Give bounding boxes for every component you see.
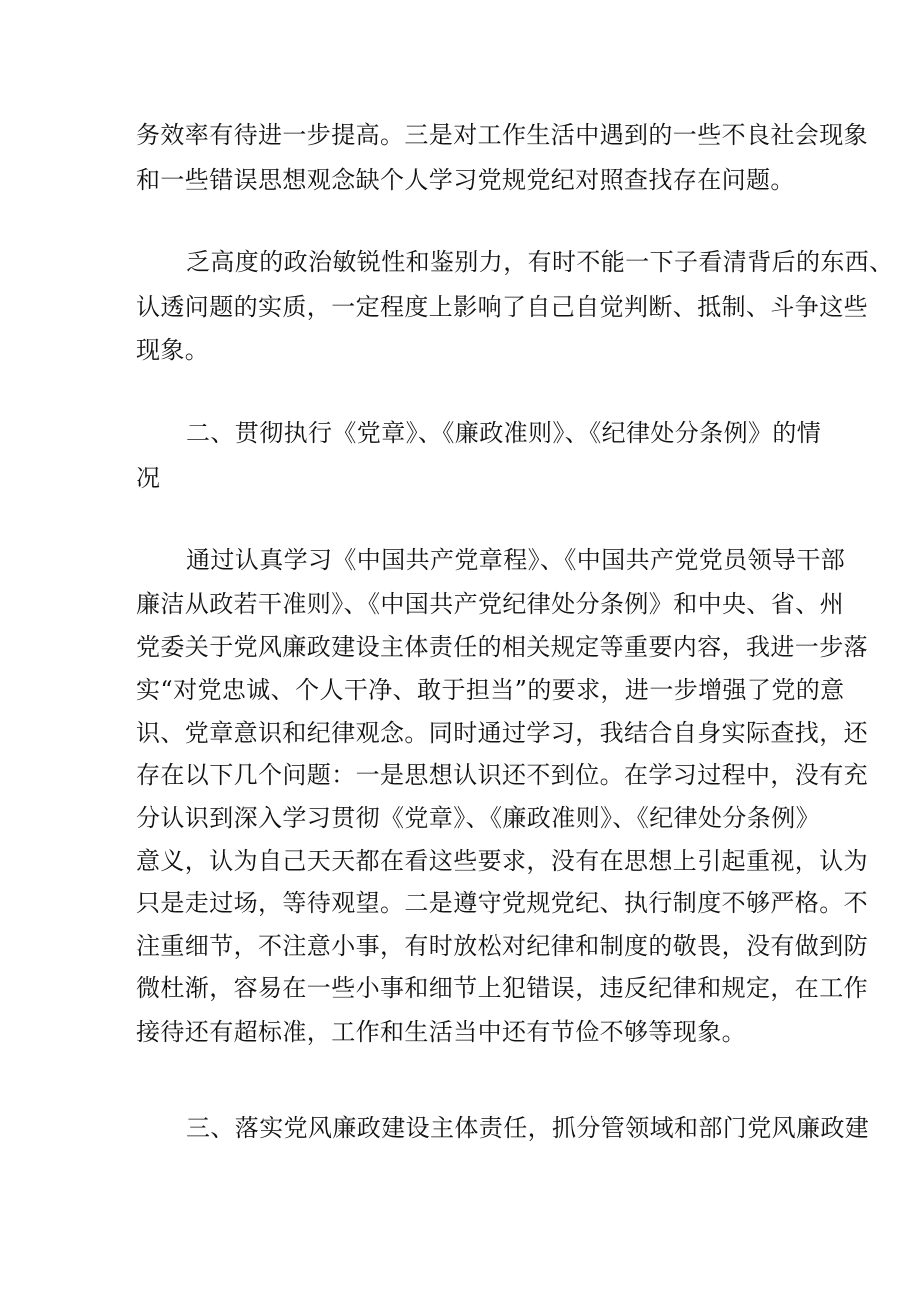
- text-line: 实“对党忠诚、个人干净、敢于担当”的要求，进一步增强了党的意: [136, 676, 845, 704]
- text-line: 乏高度的政治敏锐性和鉴别力，有时不能一下子看清背后的东西、: [186, 248, 894, 276]
- text-line: 通过认真学习《中国共产党章程》、《中国共产党党员领导干部: [186, 546, 846, 574]
- text-line: 只是走过场，等待观望。二是遵守党规党纪、执行制度不够严格。不: [136, 889, 868, 917]
- section-heading: 三、落实党风廉政建设主体责任，抓分管领域和部门党风廉政建: [186, 1114, 870, 1142]
- text-line: 微杜渐，容易在一些小事和细节上犯错误，违反纪律和规定，在工作: [136, 974, 868, 1002]
- text-line: 意义，认为自己天天都在看这些要求，没有在思想上引起重视，认为: [136, 847, 868, 875]
- text-line: 认透问题的实质，一定程度上影响了自己自觉判断、抵制、斗争这些: [136, 293, 868, 321]
- text-line: 接待还有超标准，工作和生活当中还有节俭不够等现象。: [136, 1018, 746, 1046]
- text-line: 党委关于党风廉政建设主体责任的相关规定等重要内容，我进一步落: [136, 633, 868, 661]
- text-line: 注重细节，不注意小事，有时放松对纪律和制度的敬畏，没有做到防: [136, 932, 868, 960]
- text-line: 识、党章意识和纪律观念。同时通过学习，我结合自身实际查找，还: [136, 719, 868, 747]
- text-line: 廉洁从政若干准则》、《中国共产党纪律处分条例》和中央、省、州: [136, 590, 844, 618]
- text-line: 分认识到深入学习贯彻《党章》、《廉政准则》、《纪律处分条例》: [136, 804, 820, 832]
- text-line: 存在以下几个问题：一是思想认识还不到位。在学习过程中，没有充: [136, 761, 868, 789]
- text-line: 和一些错误思想观念缺个人学习党规党纪对照查找存在问题。: [136, 166, 795, 194]
- text-line: 务效率有待进一步提高。三是对工作生活中遇到的一些不良社会现象: [136, 121, 868, 149]
- section-heading: 二、贯彻执行《党章》、《廉政准则》、《纪律处分条例》的情: [186, 419, 822, 447]
- section-heading: 况: [136, 464, 161, 492]
- text-line: 现象。: [136, 336, 210, 364]
